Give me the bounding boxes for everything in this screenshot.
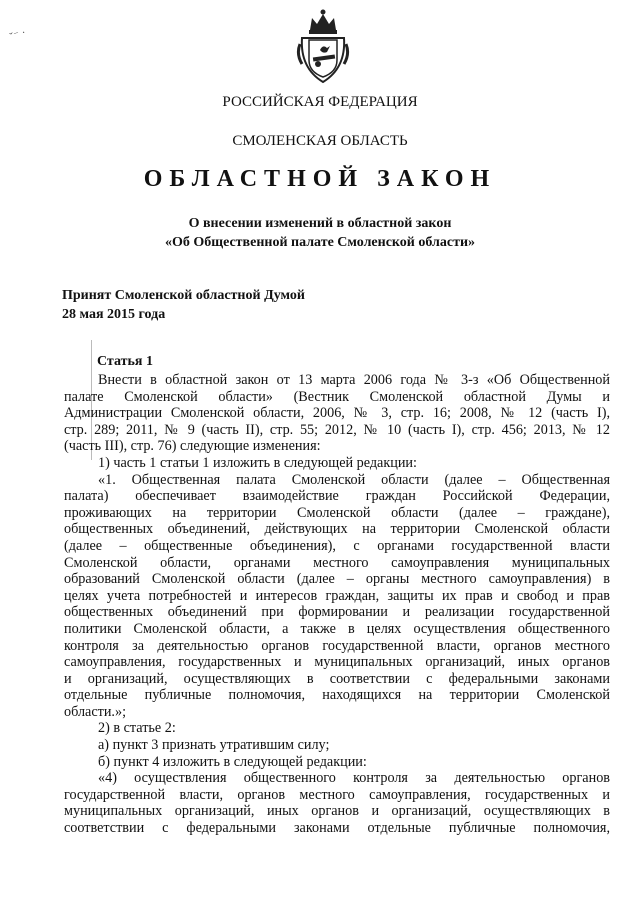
body-line: (далее – общественные объединения), с органами государственной власти [64, 537, 610, 554]
adopted-by: Принят Смоленской областной Думой [62, 288, 305, 303]
body-line: государственной власти, органов местного самоуправления, государственных и [64, 786, 610, 803]
body-line: Внести в областной закон от 13 марта 2006 года № 3-з «Об Общественной [98, 372, 610, 388]
adopted-date: 28 мая 2015 года [62, 307, 166, 322]
adoption-info [62, 286, 305, 324]
federation-heading: РОССИЙСКАЯ ФЕДЕРАЦИЯ [222, 94, 418, 110]
region-heading: СМОЛЕНСКАЯ ОБЛАСТЬ [232, 133, 408, 149]
body-line: «4) осуществления общественного контроля за деятельностью органов [98, 770, 610, 787]
body-line: стр. 289; 2011, № 9 (часть II), стр. 55; 2012, № 10 (часть I), стр. 456; 2013, № 12 [64, 421, 610, 438]
body-line: муниципальных организаций, иных органов и организаций, осуществляющих в [64, 803, 610, 820]
article-body [64, 372, 610, 837]
body-line: образований Смоленской области (далее – органы местного самоуправления) в [64, 571, 610, 588]
body-line: политики Смоленской области, а также в целях осуществления общественного [64, 620, 610, 637]
body-line: Смоленской области, органами местного самоуправления муниципальных [64, 554, 610, 571]
body-line: целях учета потребностей и интересов граждан, защиты их прав и свобод и прав [64, 587, 610, 604]
body-line: палата) обеспечивает взаимодействие граждан Российской Федерации, [64, 488, 610, 505]
body-line: области.»; [64, 703, 127, 720]
body-line: б) пункт 4 изложить в следующей редакции: [98, 753, 367, 770]
body-line: (часть III), стр. 76) следующие изменения: [64, 438, 321, 455]
body-line: «1. Общественная палата Смоленской области (далее – Общественная [98, 471, 610, 488]
body-line: и организаций, осуществляющих в соответствии с федеральными законами [64, 670, 610, 687]
body-line: общественных объединений, действующих на территории Смоленской области [64, 521, 610, 538]
body-line: 1) часть 1 статьи 1 изложить в следующей редакции: [98, 454, 417, 471]
body-line: самоуправления, государственных и муниципальных организаций, иных органов [64, 654, 610, 671]
body-line: общественных объединений при формировании и реализации государственной [64, 604, 610, 621]
handwritten-mark: ˇ⁻ · [8, 26, 28, 44]
body-line: а) пункт 3 признать утратившим силу; [98, 737, 330, 754]
article-title: Статья 1 [97, 354, 153, 369]
subject-line-1: О внесении изменений в областной закон [188, 216, 452, 231]
body-line: соответствии с федеральными законами отдельные публичные полномочия, [64, 820, 610, 837]
body-line: отдельные публичные полномочия, находящихся на территории Смоленской [64, 687, 610, 704]
body-line: 2) в статье 2: [98, 720, 176, 737]
smolensk-coat-of-arms-icon [296, 8, 350, 84]
law-subject [0, 214, 640, 252]
law-type-heading: ОБЛАСТНОЙ ЗАКОН [143, 166, 497, 192]
body-line: Администрации Смоленской области, 2006, № 3, стр. 16; 2008, № 12 (часть I), [64, 405, 610, 422]
body-line: контроля за деятельностью органов государственной власти, органов местного [64, 637, 610, 654]
subject-line-2: «Об Общественной палате Смоленской области» [164, 235, 476, 250]
body-line: проживающих на территории Смоленской области (далее – граждане), [64, 504, 610, 521]
body-line: палате Смоленской области» (Вестник Смоленской областной Думы и [64, 388, 610, 405]
